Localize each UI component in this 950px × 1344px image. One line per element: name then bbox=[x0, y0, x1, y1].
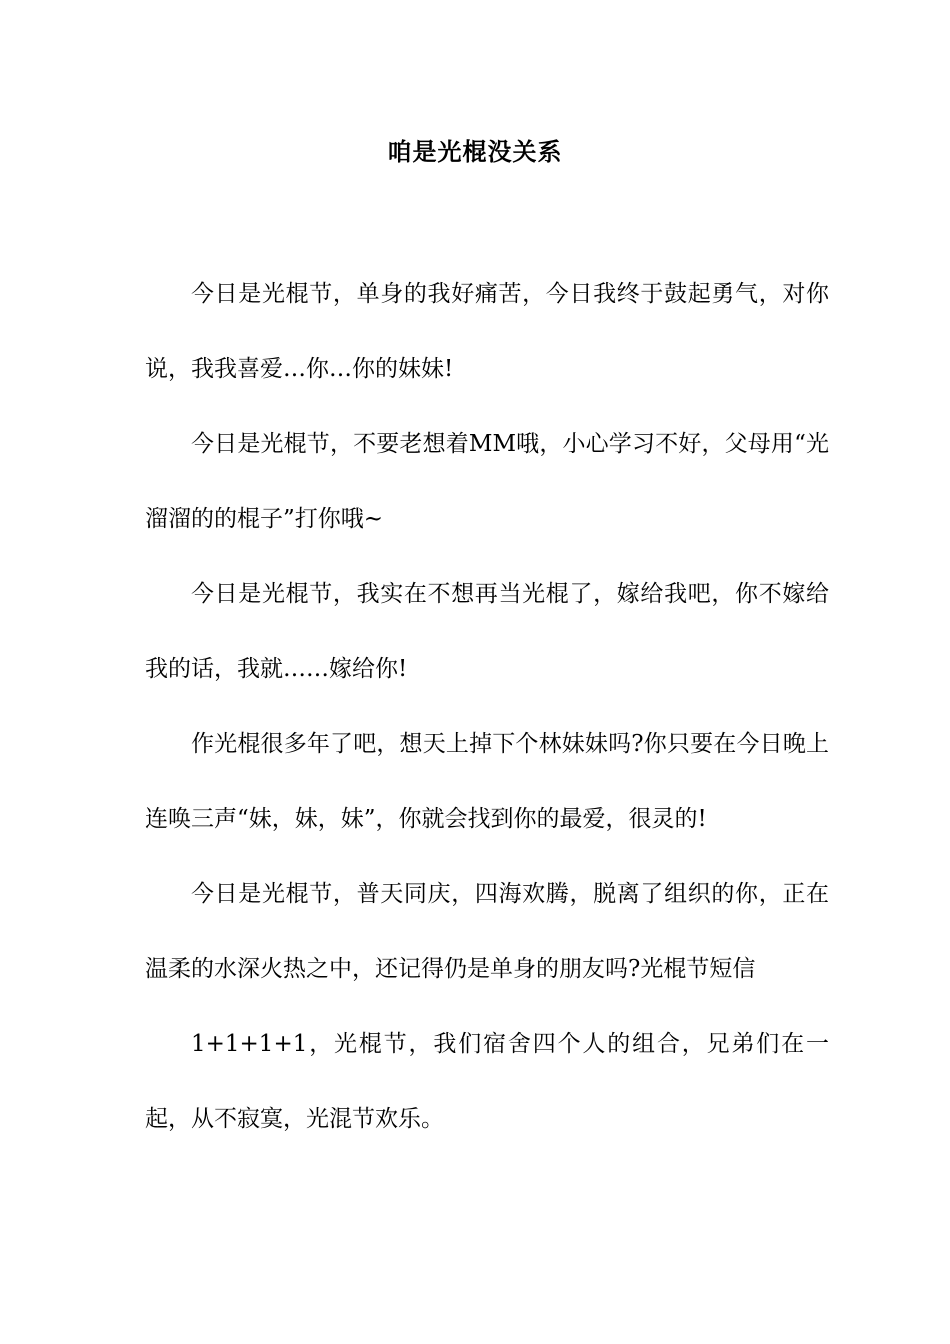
document-title: 咱是光棍没关系 bbox=[387, 137, 563, 166]
paragraph: 今日是光棍节，我实在不想再当光棍了，嫁给我吧，你不嫁给我的话，我就……嫁给你! bbox=[145, 581, 829, 682]
paragraph: 1+1+1+1，光棍节，我们宿舍四个人的组合，兄弟们在一起，从不寂寞，光混节欢乐。 bbox=[145, 1031, 829, 1132]
document-body bbox=[145, 257, 829, 1157]
paragraph: 今日是光棍节，普天同庆，四海欢腾，脱离了组织的你，正在温柔的水深火热之中，还记得仍是单身的朋友吗?光棍节短信 bbox=[145, 881, 829, 982]
paragraph: 今日是光棍节，不要老想着MM哦，小心学习不好，父母用“光溜溜的的棍子”打你哦~ bbox=[145, 431, 829, 532]
paragraph: 作光棍很多年了吧，想天上掉下个林妹妹吗?你只要在今日晚上连唤三声“妹，妹，妹”，你就会找到你的最爱，很灵的! bbox=[145, 731, 829, 832]
paragraph: 今日是光棍节，单身的我好痛苦，今日我终于鼓起勇气，对你说，我我喜爱…你…你的妹妹! bbox=[145, 281, 829, 382]
